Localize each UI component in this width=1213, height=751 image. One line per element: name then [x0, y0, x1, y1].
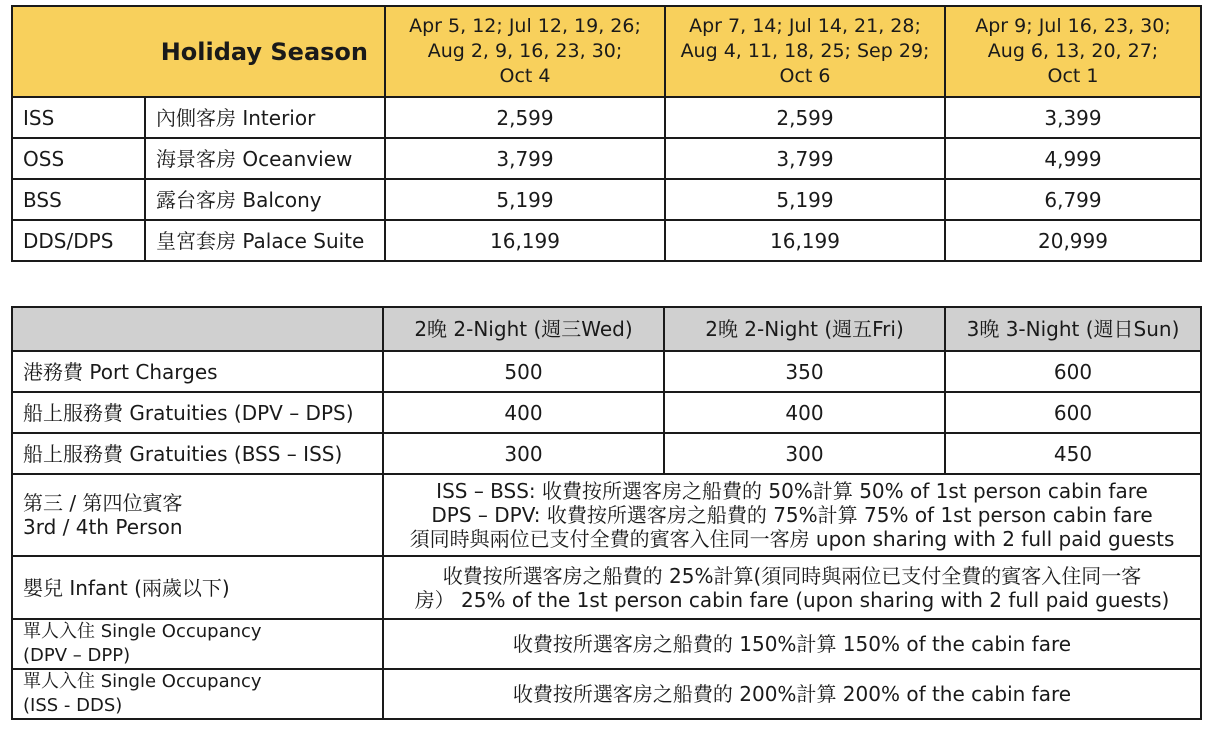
third-fourth-person-rule: ISS – BSS: 收費按所選客房之船費的 50%計算 50% of 1st person cabin fare DPS – DPV: 收費按所選客房之船費的 75%計算 75% of 1st person cabin fare 須同時與兩位已支付全費的賓客入住同一客房 upon sharing with 2 full paid guests [383, 474, 1201, 556]
table-row [12, 392, 1201, 433]
charge-label: 船上服務費 Gratuities (DPV – DPS) [12, 392, 383, 433]
table-row [12, 220, 1201, 261]
empty-header-cell [12, 307, 383, 351]
charge-value: 350 [664, 351, 945, 392]
season-period-2: Apr 7, 14; Jul 14, 21, 28; Aug 4, 11, 18, 25; Sep 29; Oct 6 [665, 6, 945, 97]
season-period-1: Apr 5, 12; Jul 12, 19, 26; Aug 2, 9, 16, 23, 30; Oct 4 [385, 6, 665, 97]
cabin-code: OSS [12, 138, 145, 179]
fare-cell: 5,199 [385, 179, 665, 220]
charge-value: 400 [383, 392, 664, 433]
cabin-name: 露台客房 Balcony [145, 179, 385, 220]
charge-value: 300 [664, 433, 945, 474]
fare-cell: 2,599 [385, 97, 665, 138]
table-row [12, 669, 1201, 719]
header-2-night-fri: 2晚 2-Night (週五Fri) [664, 307, 945, 351]
fare-cell: 3,799 [385, 138, 665, 179]
cabin-code: DDS/DPS [12, 220, 145, 261]
single-occupancy-iss-label: 單人入住 Single Occupancy (ISS - DDS) [12, 669, 383, 719]
season-period-3: Apr 9; Jul 16, 23, 30; Aug 6, 13, 20, 27; Oct 1 [945, 6, 1201, 97]
third-fourth-person-label: 第三 / 第四位賓客 3rd / 4th Person [12, 474, 383, 556]
cabin-name: 內側客房 Interior [145, 97, 385, 138]
header-2-night-wed: 2晚 2-Night (週三Wed) [383, 307, 664, 351]
fare-cell: 5,199 [665, 179, 945, 220]
fare-cell: 20,999 [945, 220, 1201, 261]
table-row [12, 619, 1201, 669]
charge-value: 600 [945, 351, 1201, 392]
charge-value: 400 [664, 392, 945, 433]
header-3-night-sun: 3晚 3-Night (週日Sun) [945, 307, 1201, 351]
charges-table [11, 306, 1202, 720]
cabin-code: BSS [12, 179, 145, 220]
fare-cell: 6,799 [945, 179, 1201, 220]
charge-value: 500 [383, 351, 664, 392]
charges-header-row [12, 307, 1201, 351]
charge-value: 600 [945, 392, 1201, 433]
fare-cell: 16,199 [665, 220, 945, 261]
holiday-season-title: Holiday Season [12, 6, 385, 97]
table-row [12, 351, 1201, 392]
fare-cell: 3,799 [665, 138, 945, 179]
cabin-code: ISS [12, 97, 145, 138]
charge-value: 450 [945, 433, 1201, 474]
table-row [12, 97, 1201, 138]
fare-cell: 4,999 [945, 138, 1201, 179]
fare-cell: 3,399 [945, 97, 1201, 138]
single-occupancy-iss-rule: 收費按所選客房之船費的 200%計算 200% of the cabin fare [383, 669, 1201, 719]
season-header-row [12, 6, 1201, 97]
table-row [12, 556, 1201, 619]
single-occupancy-dpv-rule: 收費按所選客房之船費的 150%計算 150% of the cabin fare [383, 619, 1201, 669]
holiday-season-fare-table [11, 5, 1202, 262]
table-row [12, 179, 1201, 220]
cabin-name: 海景客房 Oceanview [145, 138, 385, 179]
charge-label: 港務費 Port Charges [12, 351, 383, 392]
infant-rule: 收費按所選客房之船費的 25%計算(須同時與兩位已支付全費的賓客入住同一客 房） 25% of the 1st person cabin fare (upon sharing with 2 full paid guests) [383, 556, 1201, 619]
table-row [12, 138, 1201, 179]
charge-label: 船上服務費 Gratuities (BSS – ISS) [12, 433, 383, 474]
fare-cell: 2,599 [665, 97, 945, 138]
cabin-name: 皇宮套房 Palace Suite [145, 220, 385, 261]
charge-value: 300 [383, 433, 664, 474]
single-occupancy-dpv-label: 單人入住 Single Occupancy (DPV – DPP) [12, 619, 383, 669]
table-row [12, 474, 1201, 556]
table-row [12, 433, 1201, 474]
fare-cell: 16,199 [385, 220, 665, 261]
infant-label: 嬰兒 Infant (兩歲以下) [12, 556, 383, 619]
